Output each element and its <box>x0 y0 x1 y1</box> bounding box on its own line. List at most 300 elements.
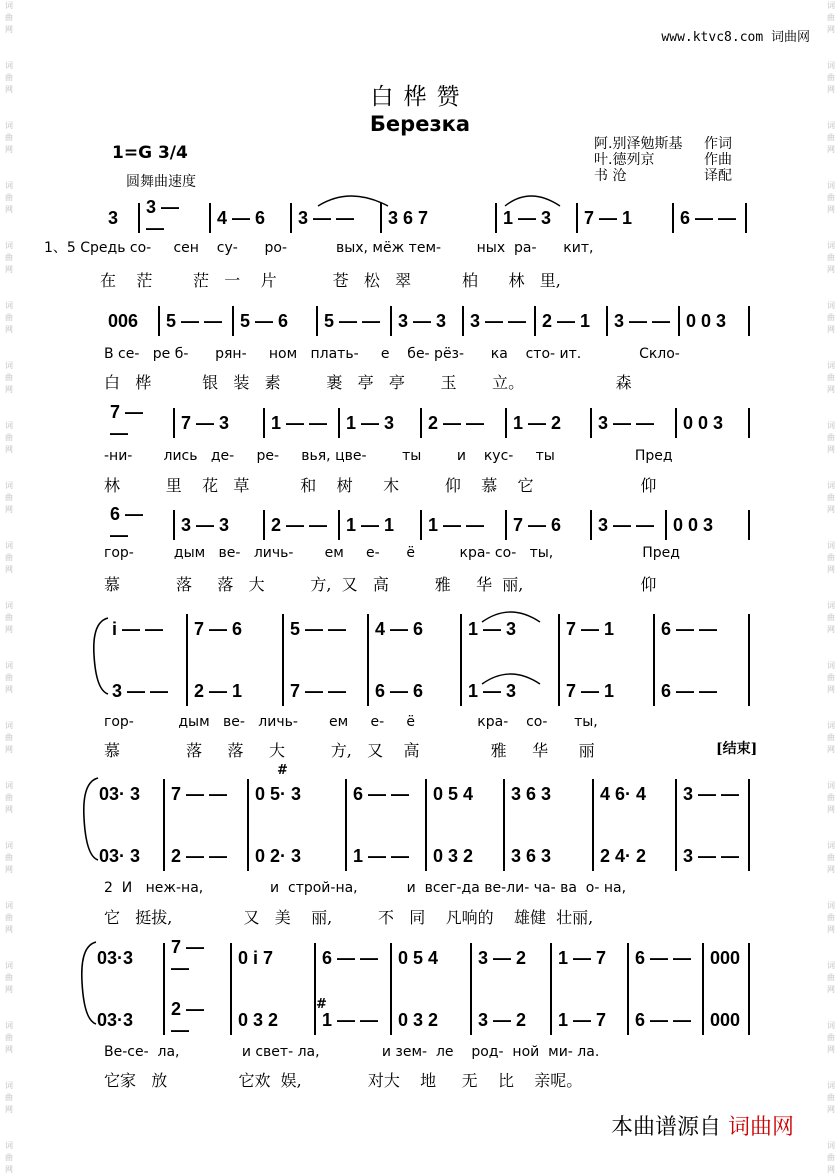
measure-notes: 1 — 3 <box>468 618 517 639</box>
notation-row <box>0 197 840 238</box>
bar-line <box>390 1005 392 1035</box>
measure-notes: 03·3 <box>97 947 134 968</box>
watermark-char: 网 <box>827 1105 835 1114</box>
watermark-char: 曲 <box>827 253 835 262</box>
watermark-char: 曲 <box>827 733 835 742</box>
measure-notes: 0 5· 3 <box>255 783 302 804</box>
watermark-char: 网 <box>827 1045 835 1054</box>
watermark-char: 词 <box>5 1021 13 1030</box>
watermark-char: 网 <box>5 505 13 514</box>
bar-connector <box>748 809 750 841</box>
watermark-char: 词 <box>5 421 13 430</box>
notation-row-upper <box>0 614 840 644</box>
bar-line <box>462 306 464 336</box>
watermark-char: 网 <box>827 25 835 34</box>
bar-connector <box>558 644 560 676</box>
notation-row <box>0 306 840 336</box>
watermark-char: 曲 <box>827 1093 835 1102</box>
watermark-char: 词 <box>5 301 13 310</box>
watermark-unit <box>2 900 16 936</box>
bar-connector <box>186 644 188 676</box>
watermark-char: 网 <box>827 505 835 514</box>
watermark-char: 网 <box>827 925 835 934</box>
measure-notes: 3 6 3 <box>511 845 552 866</box>
bar-connector <box>163 809 165 841</box>
measure-notes: 7 — 1 <box>566 680 615 701</box>
bar-line <box>748 676 750 706</box>
watermark-char: 曲 <box>5 853 13 862</box>
measure-notes: 1 — — <box>428 514 485 535</box>
bar-line <box>247 779 249 809</box>
bar-line <box>702 943 704 973</box>
watermark-char: 词 <box>5 601 13 610</box>
measure-notes: 3 <box>108 207 119 228</box>
measure-notes: 03· 3 <box>99 845 141 866</box>
measure-notes: 000 <box>710 1009 741 1030</box>
measure-notes: 4 — 6 <box>217 207 266 228</box>
watermark-char: 曲 <box>827 313 835 322</box>
watermark-char: 网 <box>827 685 835 694</box>
bar-line <box>748 779 750 809</box>
watermark-char: 网 <box>5 85 13 94</box>
measure-notes: 7 — — <box>171 783 228 804</box>
measure-notes: 7 — — <box>290 680 347 701</box>
watermark-char: 词 <box>5 721 13 730</box>
watermark-char: 词 <box>5 1141 13 1150</box>
bar-line <box>420 408 422 438</box>
measure-notes: 3 — — <box>470 310 527 331</box>
watermark-char: 曲 <box>5 613 13 622</box>
bar-line <box>282 614 284 644</box>
bar-connector <box>748 644 750 676</box>
sharp-sign: # <box>277 763 288 778</box>
bar-line <box>420 510 422 540</box>
measure-notes: 4 6· 4 <box>600 783 647 804</box>
bar-line <box>425 841 427 871</box>
bar-line <box>470 943 472 973</box>
watermark-char: 曲 <box>827 1153 835 1162</box>
bar-line <box>380 203 382 233</box>
bar-connector <box>425 809 427 841</box>
notation-row-lower <box>0 841 840 871</box>
measure-notes: 5 — — <box>324 310 381 331</box>
watermark-char: 词 <box>5 361 13 370</box>
measure-notes: 2 — — <box>271 514 328 535</box>
watermark-char: 曲 <box>827 373 835 382</box>
measure-notes: 0 0 3 <box>683 412 724 433</box>
watermark-unit <box>824 0 838 36</box>
watermark-unit <box>824 900 838 936</box>
watermark-char: 词 <box>827 421 835 430</box>
bar-line <box>163 1005 165 1035</box>
bar-line <box>653 614 655 644</box>
bar-line <box>505 408 507 438</box>
lyrics-chinese: 白 桦 银 装 素 裹 亭 亭 玉 立。 森 <box>104 373 632 392</box>
bar-line <box>702 1005 704 1035</box>
measure-notes: 3 — — <box>598 514 655 535</box>
song-title-russian: Березка <box>369 112 471 136</box>
notation-row <box>0 504 840 545</box>
watermark-unit <box>824 540 838 576</box>
watermark-char: 词 <box>827 1081 835 1090</box>
watermark-char: 网 <box>5 625 13 634</box>
measure-notes: 1 — 2 <box>513 412 562 433</box>
measure-notes: 3 — — <box>683 845 740 866</box>
watermark-char: 词 <box>827 901 835 910</box>
lyrics-russian: В се- ре б- рян- ном плать- е бе- рёз- ка сто- ит. Скло- <box>104 346 680 362</box>
measure-notes: 2 4· 2 <box>600 845 647 866</box>
measure-notes: 0 5 4 <box>433 783 474 804</box>
watermark-unit <box>2 720 16 756</box>
watermark-char: 网 <box>5 445 13 454</box>
watermark-char: 词 <box>827 961 835 970</box>
measure-notes: 0 0 3 <box>673 514 714 535</box>
bar-connector <box>367 644 369 676</box>
measure-notes: 7 — 1 <box>566 618 615 639</box>
measure-notes: 2 — — <box>171 999 205 1040</box>
watermark-char: 网 <box>5 745 13 754</box>
credit-name: 叶.德列京 <box>594 152 655 168</box>
watermark-char: 词 <box>5 661 13 670</box>
measure-notes: 1 — — <box>322 1009 379 1030</box>
watermark-char: 网 <box>827 445 835 454</box>
watermark-char: 词 <box>827 241 835 250</box>
bar-line <box>290 203 292 233</box>
watermark-char: 曲 <box>5 253 13 262</box>
bar-line <box>576 203 578 233</box>
watermark-char: 曲 <box>827 73 835 82</box>
watermark-char: 曲 <box>5 13 13 22</box>
measure-notes: 1 — — <box>353 845 410 866</box>
watermark-char: 词 <box>5 841 13 850</box>
watermark-left <box>2 0 16 1174</box>
watermark-char: 曲 <box>827 973 835 982</box>
tempo-marking: 圆舞曲速度 <box>126 174 196 190</box>
watermark-char: 网 <box>827 205 835 214</box>
watermark-char: 网 <box>827 865 835 874</box>
watermark-char: 曲 <box>827 853 835 862</box>
measure-notes: 6 — 6 <box>375 680 424 701</box>
bar-line <box>173 510 175 540</box>
bar-line <box>163 841 165 871</box>
watermark-char: 网 <box>827 805 835 814</box>
watermark-char: 曲 <box>827 133 835 142</box>
watermark-char: 网 <box>5 25 13 34</box>
bar-line <box>232 306 234 336</box>
bar-connector <box>163 973 165 1005</box>
lyrics-chinese: 它家 放 它欢 娱, 对大 地 无 比 亲呢。 <box>104 1071 583 1090</box>
watermark-char: 词 <box>827 661 835 670</box>
bar-line <box>263 408 265 438</box>
measure-notes: 3 6 3 <box>511 783 552 804</box>
bar-line <box>534 306 536 336</box>
notation-row-lower <box>0 999 840 1040</box>
watermark-char: 词 <box>827 301 835 310</box>
credit-translator <box>594 165 732 185</box>
bar-line <box>460 614 462 644</box>
bar-line <box>748 943 750 973</box>
measure-notes: 6 — — <box>680 207 737 228</box>
measure-notes: 1 — — <box>271 412 328 433</box>
watermark-unit <box>824 360 838 396</box>
lyrics-russian: -ни- лись де- ре- вья, цве- ты и кус- ты Пред <box>104 448 673 464</box>
measure-notes: 7 — 1 <box>584 207 633 228</box>
bar-line <box>590 510 592 540</box>
watermark-char: 词 <box>5 1081 13 1090</box>
watermark-char: 网 <box>5 565 13 574</box>
measure-notes: 7 — — <box>171 937 205 978</box>
bar-connector <box>503 809 505 841</box>
measure-notes: 0 i 7 <box>238 947 274 968</box>
bar-line <box>748 306 750 336</box>
bar-line <box>748 408 750 438</box>
bar-connector <box>390 973 392 1005</box>
song-title-chinese: 白桦赞 <box>370 84 470 110</box>
bar-line <box>558 676 560 706</box>
watermark-unit <box>2 1080 16 1116</box>
watermark-char: 曲 <box>5 1033 13 1042</box>
watermark-char: 网 <box>5 1105 13 1114</box>
measure-notes: 7 — — <box>110 402 144 443</box>
watermark-char: 曲 <box>5 73 13 82</box>
bar-line <box>338 510 340 540</box>
watermark-char: 词 <box>5 61 13 70</box>
measure-notes: 6 — — <box>635 1009 692 1030</box>
lyrics-russian: гор- дым ве- личь- ем е- ё кра- со- ты, Пред <box>104 545 680 561</box>
bar-line <box>138 203 140 233</box>
bar-line <box>653 676 655 706</box>
measure-notes: 6 — — <box>635 947 692 968</box>
watermark-char: 词 <box>5 901 13 910</box>
watermark-char: 词 <box>827 61 835 70</box>
watermark-char: 曲 <box>5 1153 13 1162</box>
bar-line <box>345 841 347 871</box>
watermark-char: 词 <box>5 241 13 250</box>
bar-line <box>163 943 165 973</box>
measure-notes: 3 — — <box>146 197 180 238</box>
measure-notes: 3 — — <box>112 680 169 701</box>
watermark-char: 词 <box>827 181 835 190</box>
bar-line <box>745 203 747 233</box>
watermark-char: 曲 <box>5 553 13 562</box>
watermark-char: 词 <box>5 961 13 970</box>
measure-notes: 5 — — <box>166 310 223 331</box>
measure-notes: 3 — — <box>598 412 655 433</box>
credit-role: 译配 <box>704 168 732 184</box>
watermark-char: 曲 <box>827 13 835 22</box>
watermark-char: 曲 <box>827 673 835 682</box>
bar-line <box>314 943 316 973</box>
bar-line <box>338 408 340 438</box>
bar-connector <box>702 973 704 1005</box>
watermark-char: 网 <box>5 385 13 394</box>
bar-line <box>748 614 750 644</box>
lyrics-russian: 1、5 Средь со- сен су- ро- вых, мёж тем- ных ра- кит, <box>44 240 594 256</box>
notation-row <box>0 402 840 443</box>
bar-line <box>209 203 211 233</box>
watermark-char: 网 <box>827 85 835 94</box>
watermark-char: 网 <box>827 1165 835 1174</box>
bar-line <box>470 1005 472 1035</box>
watermark-char: 网 <box>5 1165 13 1174</box>
watermark-char: 网 <box>5 865 13 874</box>
bar-connector <box>470 973 472 1005</box>
lyrics-russian: гор- дым ве- личь- ем е- ё кра- со- ты, <box>104 714 598 730</box>
watermark-char: 网 <box>827 625 835 634</box>
bar-line <box>503 841 505 871</box>
credit-role: 作词 <box>704 136 732 152</box>
bar-line <box>550 1005 552 1035</box>
bar-line <box>163 779 165 809</box>
measure-notes: 3 — 2 <box>478 1009 527 1030</box>
bar-line <box>550 943 552 973</box>
measure-notes: 6 — — <box>661 680 718 701</box>
watermark-char: 网 <box>827 745 835 754</box>
bar-line <box>230 1005 232 1035</box>
bar-line <box>748 841 750 871</box>
watermark-char: 曲 <box>827 793 835 802</box>
measure-notes: 006 <box>108 310 139 331</box>
measure-notes: 1 — 3 <box>503 207 552 228</box>
watermark-unit <box>2 0 16 36</box>
bar-line <box>606 306 608 336</box>
lyrics-chinese: 林 里 花 草 和 树 木 仰 慕 它 仰 <box>104 476 657 495</box>
measure-notes: i — — <box>112 618 164 639</box>
watermark-char: 曲 <box>5 493 13 502</box>
credit-role: 作曲 <box>704 152 732 168</box>
key-signature: 1=G 3/4 <box>112 143 188 163</box>
bar-line <box>675 408 677 438</box>
watermark-unit <box>824 1140 838 1176</box>
bar-line <box>460 676 462 706</box>
bar-connector <box>282 644 284 676</box>
watermark-char: 词 <box>5 781 13 790</box>
watermark-char: 词 <box>5 541 13 550</box>
site-url[interactable]: www.ktvc8.com 词曲网 <box>661 30 810 45</box>
measure-notes: 7 — 3 <box>181 412 230 433</box>
watermark-char: 词 <box>827 1021 835 1030</box>
watermark-char: 曲 <box>827 193 835 202</box>
measure-notes: 0 3 2 <box>398 1009 439 1030</box>
end-mark: [结束] <box>716 741 758 757</box>
bar-connector <box>247 809 249 841</box>
source-prefix: 本曲谱源自 <box>610 1115 721 1140</box>
bar-connector <box>675 809 677 841</box>
measure-notes: 1 — 1 <box>346 514 395 535</box>
bar-line <box>367 676 369 706</box>
measure-notes: 6 — — <box>110 504 144 545</box>
watermark-char: 词 <box>827 1 835 10</box>
measure-notes: 3 — — <box>614 310 671 331</box>
measure-notes: 0 0 3 <box>686 310 727 331</box>
watermark-char: 网 <box>5 265 13 274</box>
watermark-char: 网 <box>827 145 835 154</box>
watermark-unit <box>2 540 16 576</box>
watermark-char: 词 <box>827 481 835 490</box>
bar-line <box>675 841 677 871</box>
bar-connector <box>592 809 594 841</box>
watermark-char: 网 <box>5 805 13 814</box>
bar-line <box>748 1005 750 1035</box>
watermark-unit <box>2 240 16 276</box>
bar-connector <box>460 644 462 676</box>
measure-notes: 6 — — <box>661 618 718 639</box>
bar-line <box>665 510 667 540</box>
measure-notes: 6 — — <box>322 947 379 968</box>
measure-notes: 0 3 2 <box>433 845 474 866</box>
bar-line <box>495 203 497 233</box>
measure-notes: 5 — — <box>290 618 347 639</box>
measure-notes: 0 5 4 <box>398 947 439 968</box>
bar-line <box>390 943 392 973</box>
watermark-char: 网 <box>5 1045 13 1054</box>
watermark-char: 曲 <box>5 373 13 382</box>
lyrics-chinese: 慕 落 落 大 方, 又 高 雅 华 丽 <box>104 741 595 760</box>
watermark-char: 曲 <box>827 613 835 622</box>
measure-notes: 3 — — <box>298 207 355 228</box>
bar-connector <box>627 973 629 1005</box>
measure-notes: 1 — 7 <box>558 947 607 968</box>
bar-line <box>748 510 750 540</box>
watermark-char: 网 <box>827 385 835 394</box>
watermark-char: 曲 <box>5 973 13 982</box>
notation-row-lower <box>0 676 840 706</box>
measure-notes: 3 6 7 <box>388 207 429 228</box>
source-note <box>611 1110 794 1141</box>
bar-connector <box>748 973 750 1005</box>
measure-notes: 0 2· 3 <box>255 845 302 866</box>
watermark-right <box>824 0 838 1174</box>
measure-notes: 1 — 3 <box>468 680 517 701</box>
watermark-char: 网 <box>5 205 13 214</box>
watermark-char: 网 <box>827 265 835 274</box>
watermark-char: 网 <box>827 985 835 994</box>
measure-notes: 1 — 3 <box>346 412 395 433</box>
credit-name: 书 沧 <box>594 168 627 184</box>
watermark-char: 曲 <box>5 433 13 442</box>
lyrics-chinese: 慕 落 落 大 方, 又 高 雅 华 丽, 仰 <box>104 575 657 594</box>
watermark-char: 曲 <box>5 793 13 802</box>
bar-connector <box>550 973 552 1005</box>
bar-line <box>505 510 507 540</box>
measure-notes: 2 — — <box>171 845 228 866</box>
watermark-unit <box>2 360 16 396</box>
source-site-link[interactable]: 词曲网 <box>727 1115 794 1140</box>
watermark-char: 曲 <box>5 193 13 202</box>
watermark-char: 曲 <box>827 433 835 442</box>
watermark-char: 词 <box>827 361 835 370</box>
bar-line <box>503 779 505 809</box>
measure-notes: 3 — 3 <box>181 514 230 535</box>
lyrics-chinese: 在 茫 茫 一 片 苍 松 翠 柏 林 里, <box>100 271 561 290</box>
notation-row-upper <box>0 937 840 978</box>
measure-notes: 0 3 2 <box>238 1009 279 1030</box>
watermark-char: 曲 <box>5 1093 13 1102</box>
watermark-char: 曲 <box>827 493 835 502</box>
watermark-char: 词 <box>827 601 835 610</box>
watermark-char: 网 <box>5 325 13 334</box>
measure-notes: 2 — 1 <box>542 310 591 331</box>
bar-line <box>592 779 594 809</box>
bar-line <box>425 779 427 809</box>
watermark-char: 网 <box>5 685 13 694</box>
lyrics-chinese: 它 挺拔, 又 美 丽, 不 同 凡响的 雄健 壮丽, <box>104 908 594 927</box>
measure-notes: 03· 3 <box>99 783 141 804</box>
bar-connector <box>230 973 232 1005</box>
bar-line <box>263 510 265 540</box>
watermark-char: 曲 <box>5 733 13 742</box>
watermark-char: 曲 <box>827 1033 835 1042</box>
